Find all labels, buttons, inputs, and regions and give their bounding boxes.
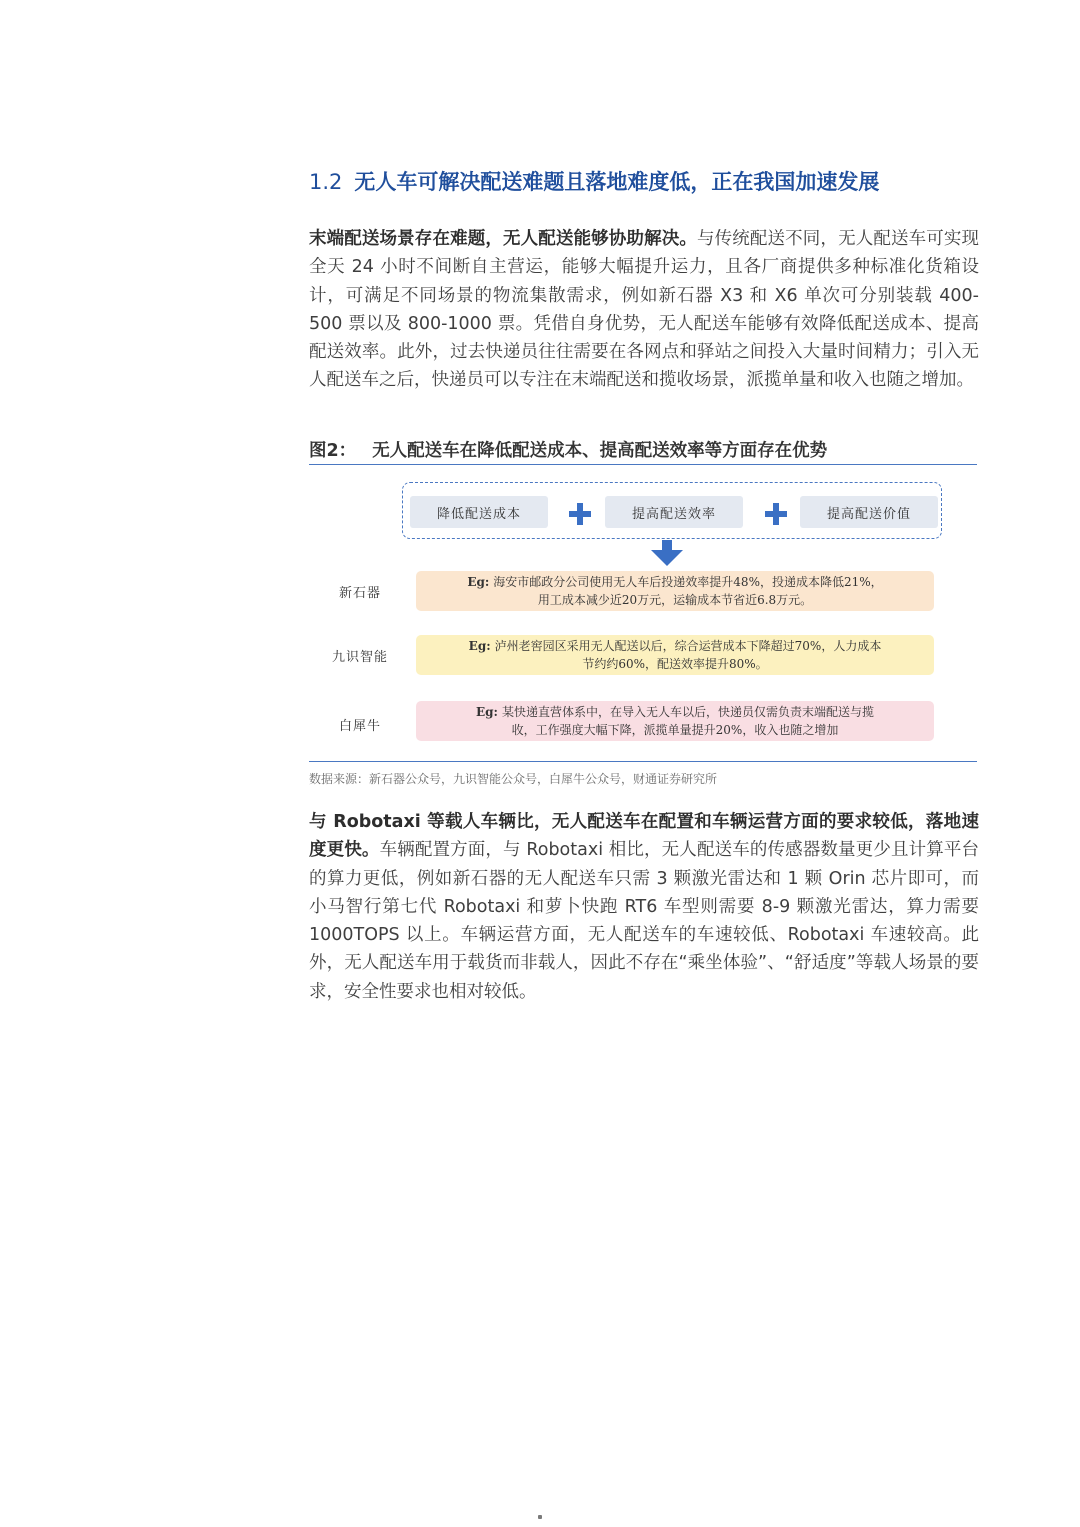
example-box-neolix <box>416 571 934 611</box>
figure-caption <box>309 437 977 465</box>
section-title-text: 无人车可解决配送难题且落地难度低，正在我国加速发展 <box>354 170 880 194</box>
plus-icon <box>569 503 591 525</box>
paragraph-robotaxi <box>309 808 979 1006</box>
company-label-neolix: 新石器 <box>338 586 381 601</box>
paragraph-intro-lead: 末端配送场景存在难题，无人配送能够协助解决。 <box>309 229 697 249</box>
flow-step-raise-value: 提高配送价值 <box>800 496 938 528</box>
company-label-zelos: 九识智能 <box>331 650 388 665</box>
example-prefix: Eg: <box>467 575 490 589</box>
section-number: 1.2 <box>309 170 343 194</box>
example-text <box>469 637 882 673</box>
figure-bottom-rule <box>309 761 977 762</box>
example-text <box>467 573 882 609</box>
example-line-1: 某快递直营体系中，在导入无人车以后，快递员仅需负责末端配送与揽 <box>501 705 874 719</box>
down-arrow-icon <box>651 540 683 566</box>
example-line-2: 节约约60%，配送效率提升80%。 <box>582 657 768 671</box>
section-heading <box>309 166 1009 196</box>
example-line-1: 海安市邮政分公司使用无人车后投递效率提升48%，投递成本降低21%， <box>493 575 883 589</box>
example-prefix: Eg: <box>468 639 491 653</box>
paragraph-intro <box>309 225 979 395</box>
paragraph-intro-body: 与传统配送不同，无人配送车可实现全天 24 小时不间断自主营运，能够大幅提升运力，且各厂商提供多种标准化货箱设计，可满足不同场景的物流集散需求，例如新石器 X3 和 X6 单次可分别装载 400-500 票以及 800-1000 票。凭借自身优势，无人配送车能够有效降低配送成本、提高配送效率。此外，过去快递员往往需要在各网点和驿站之间投入大量时间精力；引入无人配送车之后，快递员可以专注在末端配送和揽收场景，派揽单量和收入也随之增加。 <box>309 229 980 391</box>
example-line-2: 收，工作强度大幅下降，派揽单量提升20%，收入也随之增加 <box>511 723 839 737</box>
example-prefix: Eg: <box>476 705 498 719</box>
paragraph-robotaxi-lead: 与 Robotaxi 等载人车辆比，无人配送车在配置和车辆运营方面的要求较低，落地速度更快。 <box>309 812 979 861</box>
example-box-whiterhino <box>416 701 934 741</box>
figure-source: 数据来源：新石器公众号，九识智能公众号，白犀牛公众号，财通证券研究所 <box>309 772 718 786</box>
example-text <box>476 703 874 739</box>
example-line-1: 泸州老窖园区采用无人配送以后，综合运营成本下降超过70%，人力成本 <box>494 639 882 653</box>
paragraph-robotaxi-body: 车辆配置方面，与 Robotaxi 相比，无人配送车的传感器数量更少且计算平台的算力更低，例如新石器的无人配送车只需 3 颗激光雷达和 1 颗 Orin 芯片即可，而小马智行第七代 Robotaxi 和萝卜快跑 RT6 车型则需要 8-9 颗激光雷达，算力需要 1000TOPS 以上。车辆运营方面，无人配送车的车速较低、Robotaxi 车速较高。此外，无人配送车用于载货而非载人，因此不存在“乘坐体验”、“舒适度”等载人场景的要求，安全性要求也相对较低。 <box>309 840 980 1002</box>
flow-step-reduce-cost: 降低配送成本 <box>410 496 548 528</box>
figure-title: 无人配送车在降低配送成本、提高配送效率等方面存在优势 <box>372 441 828 461</box>
flow-step-raise-efficiency: 提高配送效率 <box>605 496 743 528</box>
example-box-zelos <box>416 635 934 675</box>
figure-label: 图2： <box>309 441 357 461</box>
plus-icon <box>765 503 787 525</box>
example-line-2: 用工成本减少近20万元，运输成本节省近6.8万元。 <box>537 593 813 607</box>
company-label-whiterhino: 白犀牛 <box>338 719 381 734</box>
page-footer-mark <box>538 1515 542 1519</box>
